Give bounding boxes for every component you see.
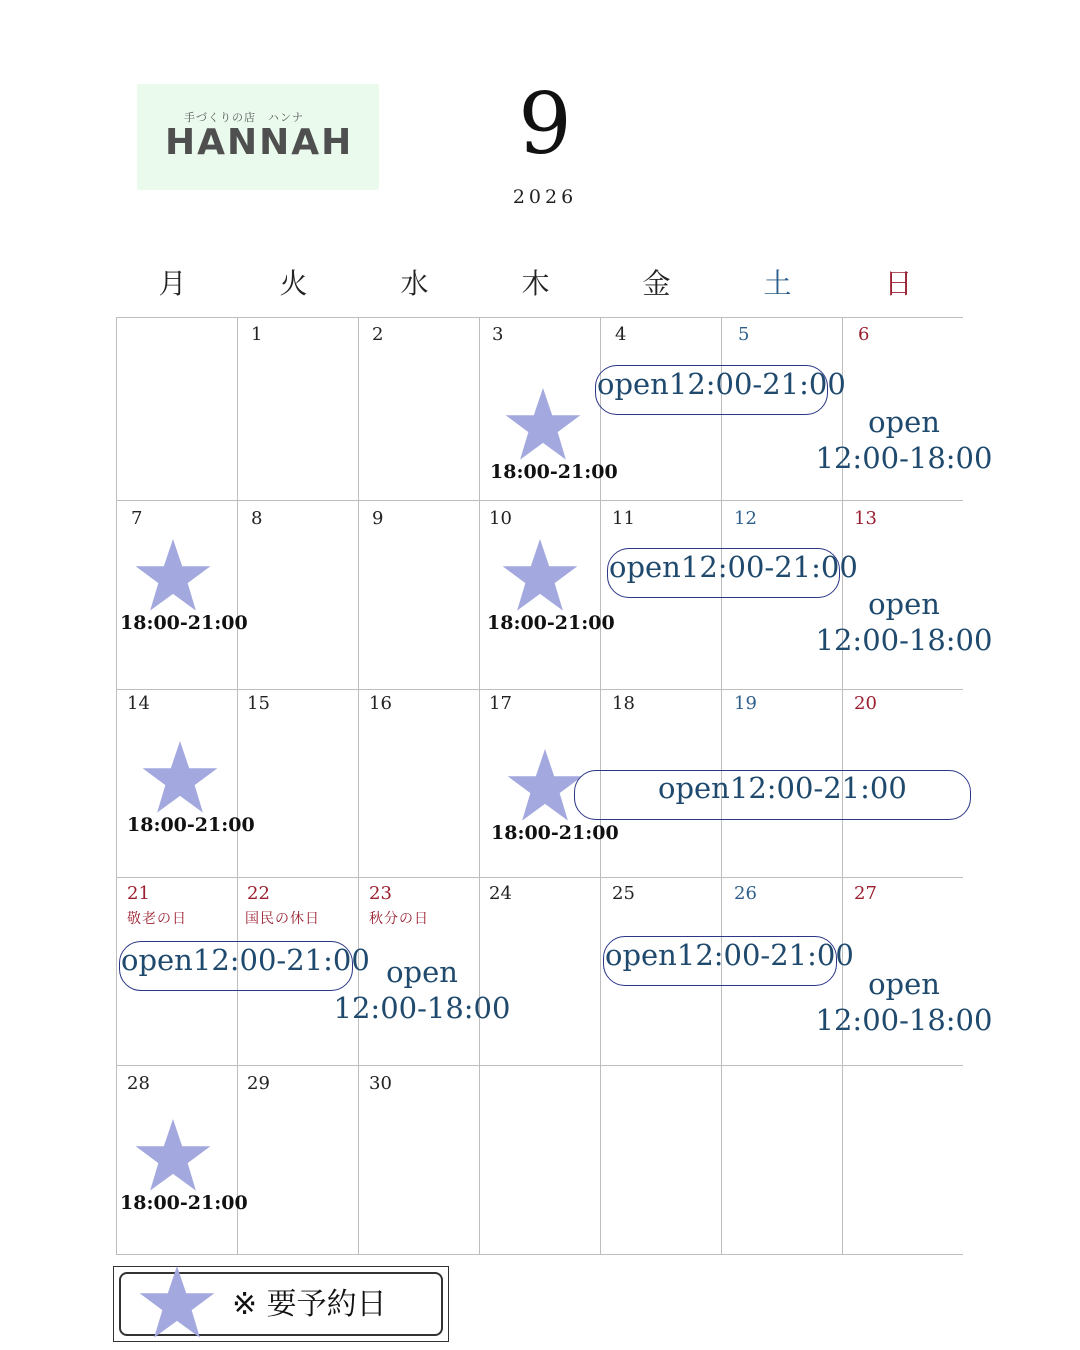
day-5: 5 <box>738 324 750 345</box>
year-label: 2026 <box>512 186 578 208</box>
open-hours-block <box>815 586 993 658</box>
day-23: 23 <box>369 883 392 904</box>
weekday-mon: 月 <box>158 267 187 300</box>
day-21: 21 <box>127 883 150 904</box>
day-6: 6 <box>858 324 870 345</box>
open-hours-text: open12:00-21:00 <box>121 943 370 977</box>
shop-logo <box>137 84 379 190</box>
weekday-sun: 日 <box>884 267 913 300</box>
open-hours-block <box>815 966 993 1038</box>
month-number: 9 <box>518 75 572 173</box>
day-4: 4 <box>615 324 627 345</box>
open-label: open <box>868 587 940 621</box>
weekday-fri: 金 <box>642 267 671 300</box>
day-26: 26 <box>734 883 757 904</box>
reservation-time: 18:00-21:00 <box>120 1192 248 1214</box>
weekday-sat: 土 <box>763 267 792 300</box>
day-14: 14 <box>127 693 150 714</box>
day-29: 29 <box>247 1073 270 1094</box>
reservation-time: 18:00-21:00 <box>487 612 615 634</box>
reservation-time: 18:00-21:00 <box>127 814 255 836</box>
star-icon <box>506 749 584 823</box>
star-icon <box>141 741 219 815</box>
day-2: 2 <box>372 324 384 345</box>
open-hours-block <box>333 954 511 1026</box>
legend-text: ※ 要予約日 <box>232 1287 387 1322</box>
day-28: 28 <box>127 1073 150 1094</box>
day-30: 30 <box>369 1073 392 1094</box>
weekday-thu: 木 <box>521 267 550 300</box>
day-10: 10 <box>489 508 512 529</box>
reservation-time: 18:00-21:00 <box>491 822 619 844</box>
star-icon <box>501 539 579 613</box>
star-icon <box>138 1266 216 1340</box>
open-label: open <box>868 405 940 439</box>
day-24: 24 <box>489 883 512 904</box>
logo-subtitle: 手づくりの店 ハンナ <box>184 111 304 124</box>
open-label: open <box>386 955 458 989</box>
day-16: 16 <box>369 693 392 714</box>
open-label: open <box>868 967 940 1001</box>
day-11: 11 <box>612 508 635 529</box>
open-hours-block <box>815 404 993 476</box>
day-7: 7 <box>131 508 143 529</box>
day-18: 18 <box>612 693 635 714</box>
weekday-tue: 火 <box>279 267 308 300</box>
day-17: 17 <box>489 693 512 714</box>
open-hours-text: open12:00-21:00 <box>658 771 907 805</box>
day-13: 13 <box>854 508 877 529</box>
open-hours-text: open12:00-21:00 <box>609 550 858 584</box>
day-27: 27 <box>854 883 877 904</box>
day-25: 25 <box>612 883 635 904</box>
open-hours-text: open12:00-21:00 <box>605 938 854 972</box>
day-22: 22 <box>247 883 270 904</box>
day-3: 3 <box>492 324 504 345</box>
reservation-time: 18:00-21:00 <box>120 612 248 634</box>
holiday-label-22: 国民の休日 <box>245 911 320 927</box>
day-9: 9 <box>372 508 384 529</box>
day-1: 1 <box>251 324 263 345</box>
day-20: 20 <box>854 693 877 714</box>
logo-name: HANNAH <box>165 122 354 163</box>
weekday-wed: 水 <box>400 267 429 300</box>
open-hours: 12:00-18:00 <box>815 441 993 475</box>
day-8: 8 <box>251 508 263 529</box>
day-12: 12 <box>734 508 757 529</box>
holiday-label-23: 秋分の日 <box>369 911 429 927</box>
day-19: 19 <box>734 693 757 714</box>
day-15: 15 <box>247 693 270 714</box>
open-hours: 12:00-18:00 <box>333 991 511 1025</box>
open-hours-text: open12:00-21:00 <box>597 367 846 401</box>
star-icon <box>504 388 582 462</box>
open-hours: 12:00-18:00 <box>815 623 993 657</box>
reservation-time: 18:00-21:00 <box>490 461 618 483</box>
star-icon <box>134 539 212 613</box>
star-icon <box>134 1119 212 1193</box>
holiday-label-21: 敬老の日 <box>127 911 187 927</box>
open-hours: 12:00-18:00 <box>815 1003 993 1037</box>
